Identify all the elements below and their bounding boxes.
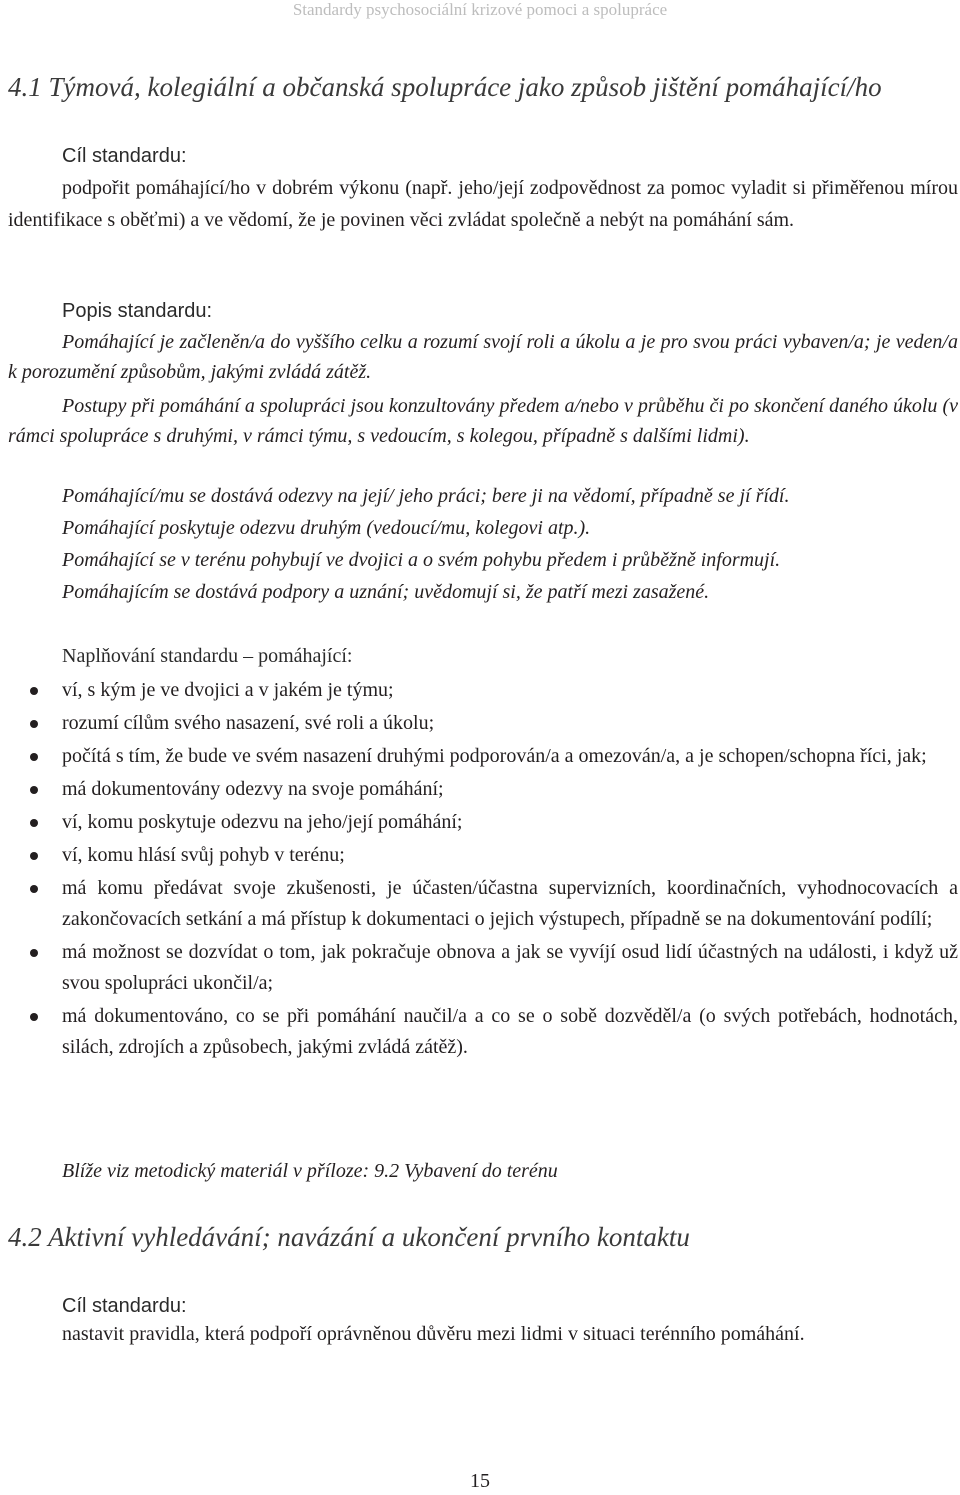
running-header: Standardy psychosociální krizové pomoci a spolupráce bbox=[292, 0, 668, 19]
list-item bbox=[8, 774, 958, 805]
page-number: 15 bbox=[470, 1470, 490, 1492]
list-item-text: ví, komu hlásí svůj pohyb v terénu; bbox=[62, 844, 345, 866]
goal-label-1: Cíl standardu: bbox=[62, 145, 187, 167]
section-4-2-title: 4.2 Aktivní vyhledávání; navázání a ukončení prvního kontaktu bbox=[8, 1222, 690, 1252]
list-item-text: má dokumentovány odezvy na svoje pomáhání; bbox=[62, 778, 444, 800]
bullet-icon bbox=[30, 885, 38, 893]
bullet-icon bbox=[30, 720, 38, 728]
goal-text-1: podpořit pomáhající/ho v dobrém výkonu (např. jeho/její zodpovědnost za pomoc vyladit si přiměřenou mírou identifikace s oběťmi) a ve vědomí, že je povinen věci zvládat společně a nebýt na pomáhání sám. bbox=[8, 177, 958, 231]
bullet-icon bbox=[30, 1013, 38, 1021]
description-paragraph-2: Postupy při pomáhání a spolupráci jsou konzultovány předem a/nebo v průběhu či po skončení daného úkolu (v rámci spolupráce s druhými, v rámci týmu, s vedoucím, s kolegou, případně s dalšími lidmi). bbox=[8, 395, 958, 447]
bullet-icon bbox=[30, 753, 38, 761]
list-item bbox=[8, 1001, 958, 1063]
list-item-text: rozumí cílům svého nasazení, své roli a úkolu; bbox=[62, 712, 435, 734]
list-item-text: počítá s tím, že bude ve svém nasazení druhými podporován/a a omezován/a, a je schopen/schopna říci, jak; bbox=[62, 745, 927, 767]
bullet-icon bbox=[30, 687, 38, 695]
bullet-icon bbox=[30, 819, 38, 827]
goal-text-2: nastavit pravidla, která podpoří oprávněnou důvěru mezi lidmi v situaci terénního pomáhání. bbox=[62, 1323, 805, 1345]
section-4-1-title: 4.1 Týmová, kolegiální a občanská spolupráce jako způsob jištění pomáhající/ho bbox=[8, 72, 882, 102]
description-paragraph-6: Pomáhajícím se dostává podpory a uznání; uvědomují si, že patří mezi zasažené. bbox=[62, 581, 710, 603]
list-item bbox=[8, 937, 958, 999]
reference-link[interactable]: Vybavení do terénu bbox=[404, 1160, 558, 1182]
list-item-text: má dokumentováno, co se při pomáhání naučil/a a co se o sobě dozvěděl/a (o svých potřebách, hodnotách, silách, zdrojích a způsobech, jakými zvládá zátěž). bbox=[62, 1005, 958, 1058]
list-item bbox=[8, 741, 958, 772]
bullet-icon bbox=[30, 949, 38, 957]
description-paragraph-4: Pomáhající poskytuje odezvu druhým (vedoucí/mu, kolegovi atp.). bbox=[62, 517, 591, 539]
description-paragraph-1: Pomáhající je začleněn/a do vyššího celku a rozumí svojí roli a úkolu a je pro svou práci vybaven/a; je veden/a k porozumění způsobům, jakými zvládá zátěž. bbox=[8, 331, 958, 383]
reference-prefix: Blíže viz metodický materiál v příloze: 9.2 bbox=[62, 1160, 400, 1182]
list-item-text: má možnost se dozvídat o tom, jak pokračuje obnova a jak se vyvíjí osud lidí účastných na události, i když už svou spolupráci ukončil/a; bbox=[62, 941, 958, 994]
fulfilment-label: Naplňování standardu – pomáhající: bbox=[62, 645, 353, 667]
bullet-icon bbox=[30, 786, 38, 794]
list-item-text: má komu předávat svoje zkušenosti, je účasten/účastna supervizních, koordinačních, vyhodnocovacích a zakončovacích setkání a má přístup k dokumentaci o jejich výstupech, případně se na dokumentování podílí; bbox=[62, 877, 958, 930]
list-item bbox=[8, 840, 958, 871]
description-label: Popis standardu: bbox=[62, 300, 213, 322]
list-item bbox=[8, 807, 958, 838]
list-item bbox=[8, 708, 958, 739]
reference-note bbox=[62, 1160, 558, 1183]
description-paragraph-5: Pomáhající se v terénu pohybují ve dvojici a o svém pohybu předem i průběžně informují. bbox=[62, 549, 781, 571]
bullet-icon bbox=[30, 852, 38, 860]
list-item-text: ví, s kým je ve dvojici a v jakém je týmu; bbox=[62, 679, 394, 701]
description-paragraph-3: Pomáhající/mu se dostává odezvy na její/ jeho práci; bere ji na vědomí, případně se jí řídí. bbox=[62, 485, 790, 507]
list-item bbox=[8, 675, 958, 706]
list-item-text: ví, komu poskytuje odezvu na jeho/její pomáhání; bbox=[62, 811, 463, 833]
list-item bbox=[8, 873, 958, 935]
fulfilment-list bbox=[8, 675, 958, 1065]
goal-label-2: Cíl standardu: bbox=[62, 1295, 187, 1317]
